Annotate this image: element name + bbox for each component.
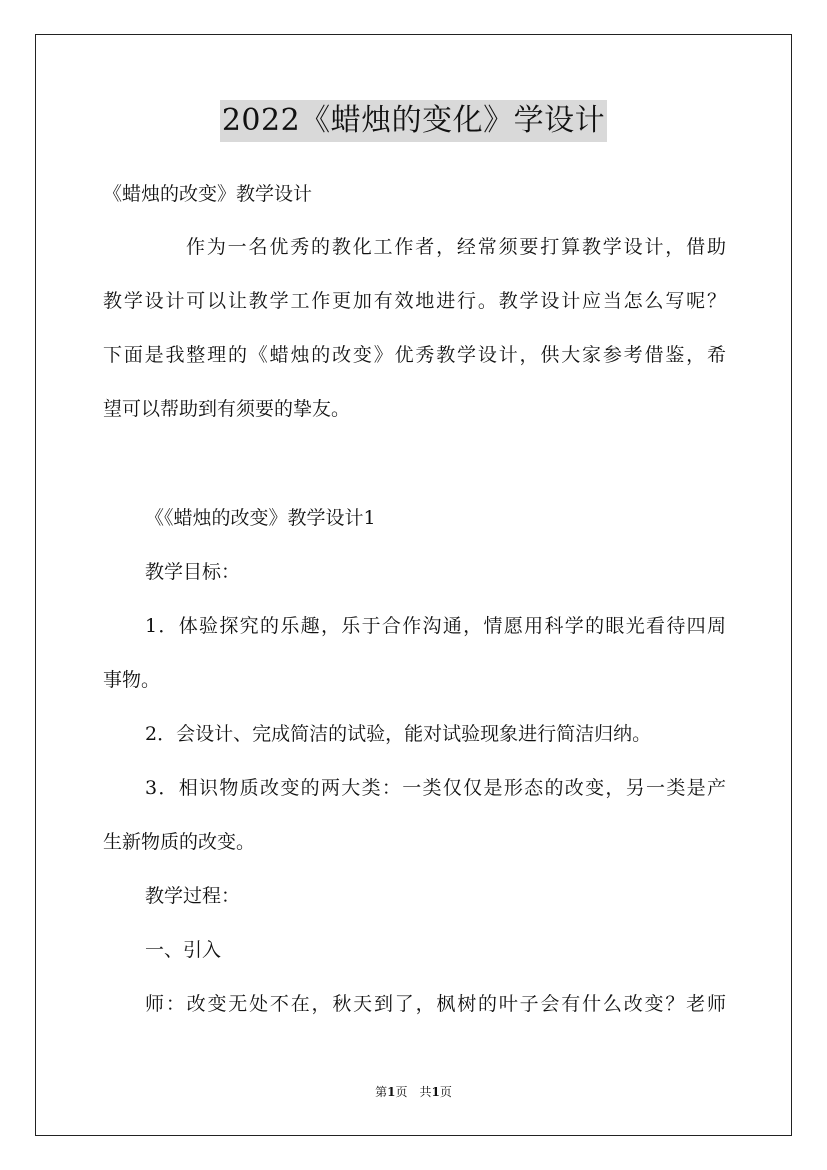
teacher-line: 师：改变无处不在，秋天到了，枫树的叶子会有什么改变？老师 (145, 993, 726, 1015)
page-footer (0, 1084, 827, 1100)
footer-mid: 页 共 (395, 1085, 432, 1099)
intro-line-3: 下面是我整理的《蜡烛的改变》优秀教学设计，供大家参考借鉴，希 (103, 344, 726, 366)
footer-suffix: 页 (439, 1085, 452, 1099)
document-subtitle: 《蜡烛的改变》教学设计 (103, 183, 313, 205)
intro-line-2: 教学设计可以让教学工作更加有效地进行。教学设计应当怎么写呢？ (103, 290, 726, 312)
process-label: 教学过程： (145, 885, 241, 907)
goal-3-line-2: 生新物质的改变。 (103, 831, 256, 853)
intro-line-4: 望可以帮助到有须要的挚友。 (103, 398, 351, 420)
goal-2: 2．会设计、完成简洁的试验，能对试验现象进行简洁归纳。 (145, 723, 652, 745)
document-title: 2022《蜡烛的变化》学设计 (220, 100, 607, 142)
footer-prefix: 第 (375, 1085, 388, 1099)
step-1-heading: 一、引入 (145, 939, 222, 961)
section-heading: 《《蜡烛的改变》教学设计1 (145, 507, 376, 529)
intro-line-1: 作为一名优秀的教化工作者，经常须要打算教学设计，借助 (186, 236, 726, 258)
footer-current-page: 1 (387, 1085, 396, 1099)
goal-3-line-1: 3．相识物质改变的两大类：一类仅仅是形态的改变，另一类是产 (145, 777, 726, 799)
footer-total-pages: 1 (431, 1085, 440, 1099)
goals-label: 教学目标： (145, 561, 241, 583)
document-title-container (0, 100, 827, 142)
goal-1-line-1: 1．体验探究的乐趣，乐于合作沟通，情愿用科学的眼光看待四周 (145, 615, 726, 637)
goal-1-line-2: 事物。 (103, 669, 161, 691)
